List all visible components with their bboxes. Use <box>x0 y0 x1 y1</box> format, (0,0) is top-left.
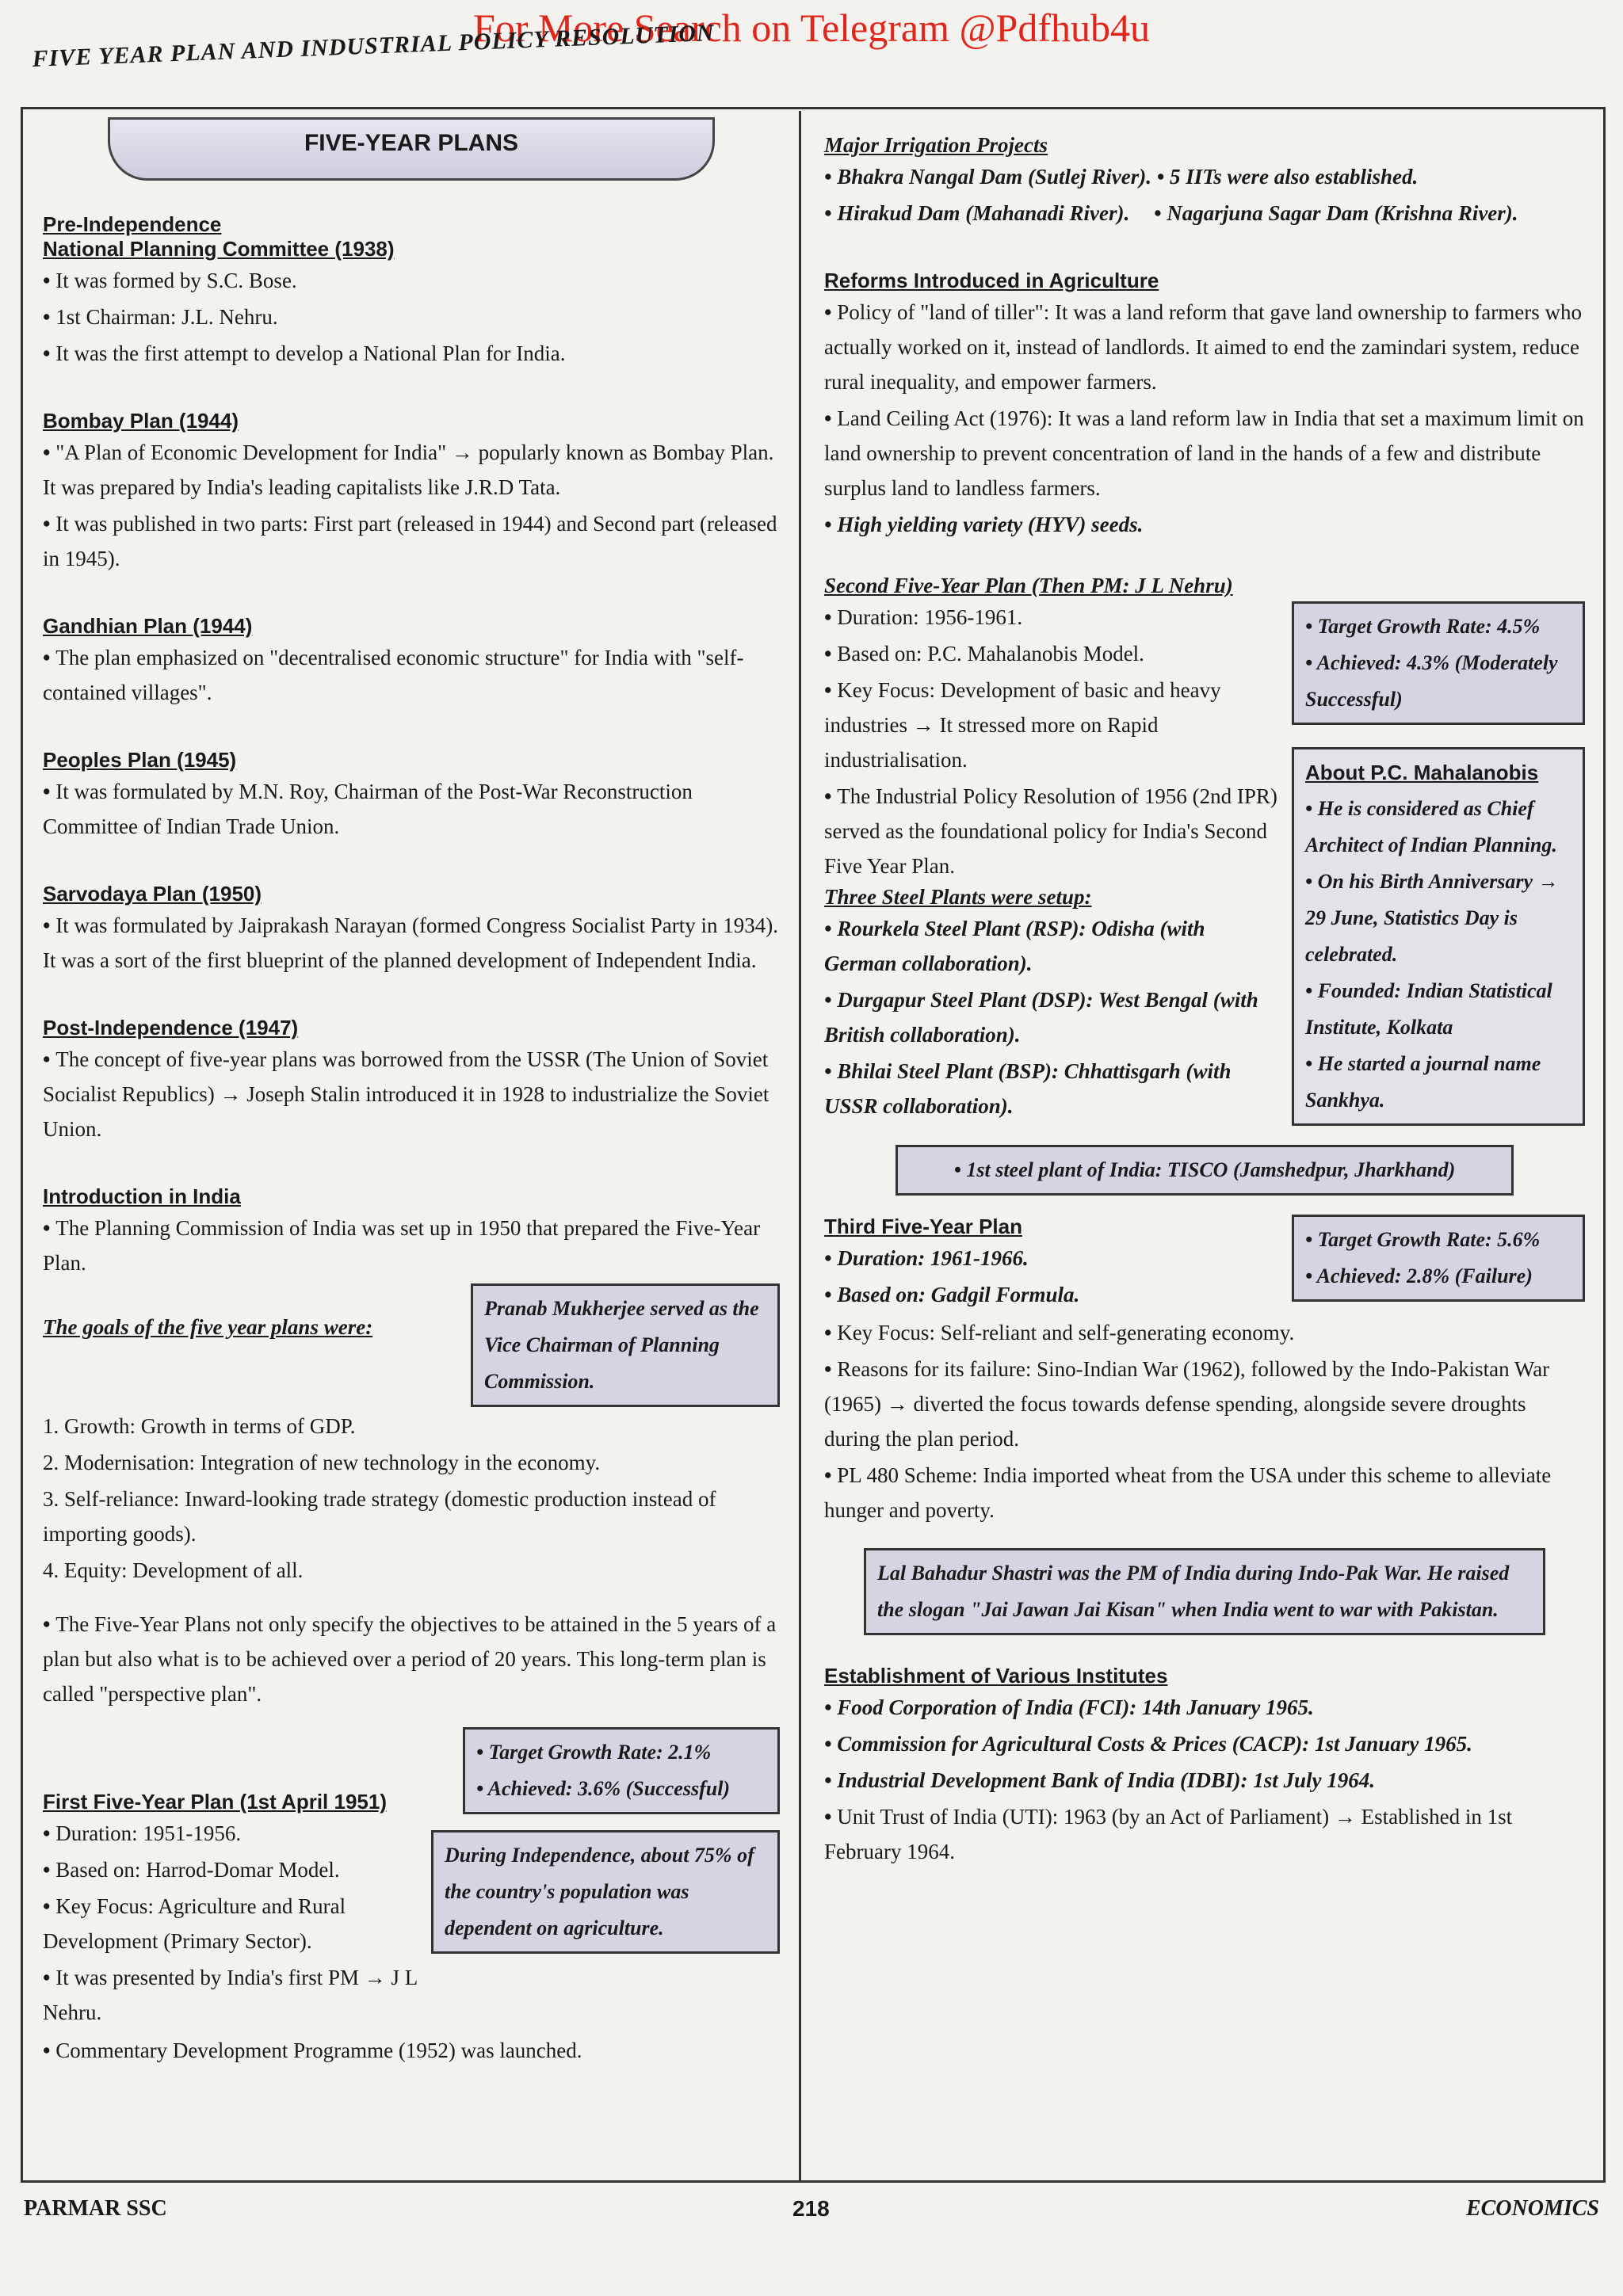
pre-independence-heading: Pre-Independence <box>43 212 222 236</box>
steel-plant-item: • Durgapur Steel Plant (DSP): West Bengal (with British collaboration). <box>824 982 1277 1052</box>
third-plan-head-row <box>824 1215 1585 1314</box>
second-plan-sidebar <box>1292 598 1585 1126</box>
mahalanobis-item: • He started a journal name Sankhya. <box>1305 1052 1541 1112</box>
irrigation-row <box>824 196 1585 231</box>
third-plan-heading: Third Five-Year Plan <box>824 1215 1022 1238</box>
reforms-bullet: • Land Ceiling Act (1976): It was a land reform law in India that set a maximum limit on land ownership to prevent concentration of land in the hands of a few and distribute surplus land to landless farmers. <box>824 401 1585 505</box>
first-plan-head-row <box>43 1727 780 1814</box>
column-divider <box>799 111 801 2180</box>
bombay-plan-bullet: • It was published in two parts: First part (released in 1944) and Second part (released in 1945). <box>43 506 780 576</box>
tisco-note: • 1st steel plant of India: TISCO (Jamshedpur, Jharkhand) <box>896 1145 1514 1196</box>
second-plan-bullet: • Based on: P.C. Mahalanobis Model. <box>824 636 1277 671</box>
agriculture-note: During Independence, about 75% of the country's population was dependent on agriculture. <box>431 1830 780 1954</box>
first-plan-heading: First Five-Year Plan (1st April 1951) <box>43 1790 387 1814</box>
goals-block <box>43 1283 458 1340</box>
running-head: FIVE YEAR PLAN AND INDUSTRIAL POLICY RESOLUTION <box>32 19 716 72</box>
goals-row <box>43 1283 780 1407</box>
perspective-plan-bullet: • The Five-Year Plans not only specify the objectives to be attained in the 5 years of a plan but also what is to be achieved over a period of 20 years. This long-term plan is called "perspective plan". <box>43 1607 780 1711</box>
first-plan-bullet: • Based on: Harrod-Domar Model. <box>43 1852 418 1887</box>
third-plan-bullet: • Duration: 1961-1966. <box>824 1241 1277 1276</box>
post-independence-section <box>43 1016 780 1146</box>
third-plan-achieved: • Achieved: 2.8% (Failure) <box>1305 1264 1533 1287</box>
reforms-bullet: • Policy of "land of tiller": It was a land reform that gave land ownership to farmers who actually worked on it, instead of landlords. It aimed to end the zamindari system, reduce rural inequality, and empower farmers. <box>824 295 1585 399</box>
introduction-section <box>43 1184 780 1711</box>
bombay-plan-bullet: • "A Plan of Economic Development for India" → popularly known as Bombay Plan. It was prepared by India's leading capitalists like J.R.D Tata. <box>43 435 780 505</box>
gandhian-plan-bullet: • The plan emphasized on "decentralised economic structure" for India with "self-contained villages". <box>43 640 780 710</box>
third-plan-target: • Target Growth Rate: 5.6% <box>1305 1228 1541 1251</box>
steel-plants-heading: Three Steel Plants were setup: <box>824 885 1092 909</box>
steel-plant-item: • Rourkela Steel Plant (RSP): Odisha (with German collaboration). <box>824 911 1277 981</box>
first-plan-bullet: • It was presented by India's first PM → J L Nehru. <box>43 1960 418 2030</box>
bombay-plan-section <box>43 409 780 576</box>
institute-item: • Industrial Development Bank of India (IDBI): 1st July 1964. <box>824 1763 1585 1798</box>
third-plan-section <box>824 1215 1585 1635</box>
first-plan-bullets <box>43 1814 418 2031</box>
gandhian-plan-heading: Gandhian Plan (1944) <box>43 614 253 638</box>
right-column <box>816 111 1593 1871</box>
irrigation-row <box>824 159 1585 194</box>
irrigation-bullet: • Bhakra Nangal Dam (Sutlej River). <box>824 165 1151 189</box>
footer-subject: ECONOMICS <box>1465 2196 1599 2221</box>
mahalanobis-item: • Founded: Indian Statistical Institute, Kolkata <box>1305 979 1552 1039</box>
second-plan-achieved: • Achieved: 4.3% (Moderately Successful) <box>1305 651 1558 711</box>
sarvodaya-plan-bullet: • It was formulated by Jaiprakash Narayan (formed Congress Socialist Party in 1934). It was a sort of the first blueprint of the planned development of Independent India. <box>43 908 780 978</box>
second-plan-row <box>824 598 1585 1126</box>
first-plan-achieved: • Achieved: 3.6% (Successful) <box>476 1777 731 1800</box>
institutes-section <box>824 1664 1585 1869</box>
peoples-plan-heading: Peoples Plan (1945) <box>43 748 237 772</box>
third-plan-top <box>824 1215 1277 1314</box>
footer-publisher: PARMAR SSC <box>24 2196 167 2221</box>
first-plan-bullet: • Duration: 1951-1956. <box>43 1816 418 1851</box>
npc-bullet: • It was the first attempt to develop a National Plan for India. <box>43 336 780 371</box>
mahalanobis-heading: About P.C. Mahalanobis <box>1305 761 1539 784</box>
peoples-plan-section <box>43 748 780 844</box>
institute-item: • Unit Trust of India (UTI): 1963 (by an Act of Parliament) → Established in 1st February 1964. <box>824 1799 1585 1869</box>
first-plan-bullet: • Key Focus: Agriculture and Rural Development (Primary Sector). <box>43 1889 418 1958</box>
pre-independence-section <box>43 212 780 371</box>
goals-heading: The goals of the five year plans were: <box>43 1315 373 1339</box>
goal-item: 3. Self-reliance: Inward-looking trade strategy (domestic production instead of importing goods). <box>43 1487 716 1546</box>
pranab-note: Pranab Mukherjee served as the Vice Chairman of Planning Commission. <box>471 1283 780 1407</box>
third-plan-bullet: • PL 480 Scheme: India imported wheat from the USA under this scheme to alleviate hunger and poverty. <box>824 1458 1585 1527</box>
bombay-plan-heading: Bombay Plan (1944) <box>43 409 239 433</box>
third-plan-bullet: • Based on: Gadgil Formula. <box>824 1277 1277 1312</box>
mahalanobis-item: • He is considered as Chief Architect of Indian Planning. <box>1305 797 1557 856</box>
steel-plant-item: • Bhilai Steel Plant (BSP): Chhattisgarh (with USSR collaboration). <box>824 1054 1277 1123</box>
first-plan-growth-box <box>463 1727 780 1814</box>
npc-bullet: • 1st Chairman: J.L. Nehru. <box>43 299 780 334</box>
shastri-note: Lal Bahadur Shastri was the PM of India during Indo-Pak War. He raised the slogan "Jai Jawan Jai Kisan" when India went to war with Pakistan. <box>864 1548 1545 1635</box>
post-independence-bullet: • The concept of five-year plans was borrowed from the USSR (The Union of Soviet Socialist Republics) → Joseph Stalin introduced it in 1928 to industrialize the Soviet Union. <box>43 1042 780 1146</box>
post-independence-heading: Post-Independence (1947) <box>43 1016 299 1039</box>
goal-item: 1. Growth: Growth in terms of GDP. <box>43 1414 356 1438</box>
third-plan-growth-box <box>1292 1215 1585 1302</box>
gandhian-plan-section <box>43 614 780 710</box>
irrigation-bullet: • Nagarjuna Sagar Dam (Krishna River). <box>1154 201 1518 225</box>
institute-item: • Food Corporation of India (FCI): 14th January 1965. <box>824 1690 1585 1725</box>
reforms-section <box>824 269 1585 542</box>
irrigation-bullet: • Hirakud Dam (Mahanadi River). <box>824 201 1129 225</box>
sarvodaya-plan-heading: Sarvodaya Plan (1950) <box>43 882 262 906</box>
institutes-heading: Establishment of Various Institutes <box>824 1664 1168 1688</box>
third-plan-bullet: • Key Focus: Self-reliant and self-generating economy. <box>824 1315 1585 1350</box>
second-plan-bullet: • Key Focus: Development of basic and heavy industries → It stressed more on Rapid industrialisation. <box>824 673 1277 777</box>
second-plan-bullets <box>824 598 1277 1125</box>
reforms-bullet: • High yielding variety (HYV) seeds. <box>824 507 1585 542</box>
watermark-text: For More Search on Telegram @Pdfhub4u <box>473 6 1150 50</box>
left-column <box>35 111 788 2069</box>
first-plan-target: • Target Growth Rate: 2.1% <box>476 1741 712 1764</box>
irrigation-heading: Major Irrigation Projects <box>824 133 1048 157</box>
footer-page-number: 218 <box>792 2196 830 2221</box>
second-plan-target: • Target Growth Rate: 4.5% <box>1305 615 1541 638</box>
second-plan-section <box>824 574 1585 1196</box>
second-plan-heading: Second Five-Year Plan (Then PM: J L Nehru) <box>824 574 1233 597</box>
irrigation-section <box>824 133 1585 231</box>
mahalanobis-box <box>1292 747 1585 1126</box>
introduction-heading: Introduction in India <box>43 1184 241 1208</box>
first-plan-bullet: • Commentary Development Programme (1952) was launched. <box>43 2033 780 2068</box>
mahalanobis-item: • On his Birth Anniversary → 29 June, Statistics Day is celebrated. <box>1305 870 1559 966</box>
npc-bullet: • It was formed by S.C. Bose. <box>43 263 780 298</box>
institute-item: • Commission for Agricultural Costs & Prices (CACP): 1st January 1965. <box>824 1726 1585 1761</box>
second-plan-bullet: • Duration: 1956-1961. <box>824 600 1277 635</box>
sarvodaya-plan-section <box>43 882 780 978</box>
section-banner: FIVE-YEAR PLANS <box>108 117 715 181</box>
peoples-plan-bullet: • It was formulated by M.N. Roy, Chairman of the Post-War Reconstruction Committee of Indian Trade Union. <box>43 774 780 844</box>
third-plan-bullet: • Reasons for its failure: Sino-Indian War (1962), followed by the Indo-Pakistan War (1965) → diverted the focus towards defense spending, alongside severe droughts during the plan period. <box>824 1352 1585 1456</box>
second-plan-bullet: • The Industrial Policy Resolution of 1956 (2nd IPR) served as the foundational policy for India's Second Five Year Plan. <box>824 779 1277 883</box>
irrigation-bullet: • 5 IITs were also established. <box>1157 165 1419 189</box>
introduction-bullet: • The Planning Commission of India was set up in 1950 that prepared the Five-Year Plan. <box>43 1211 780 1280</box>
first-plan-section <box>43 1727 780 2068</box>
goal-item: 4. Equity: Development of all. <box>43 1558 304 1582</box>
goal-item: 2. Modernisation: Integration of new technology in the economy. <box>43 1451 601 1474</box>
npc-heading: National Planning Committee (1938) <box>43 237 395 261</box>
second-plan-growth-box <box>1292 601 1585 725</box>
first-plan-body-row <box>43 1814 780 2031</box>
reforms-heading: Reforms Introduced in Agriculture <box>824 269 1159 292</box>
